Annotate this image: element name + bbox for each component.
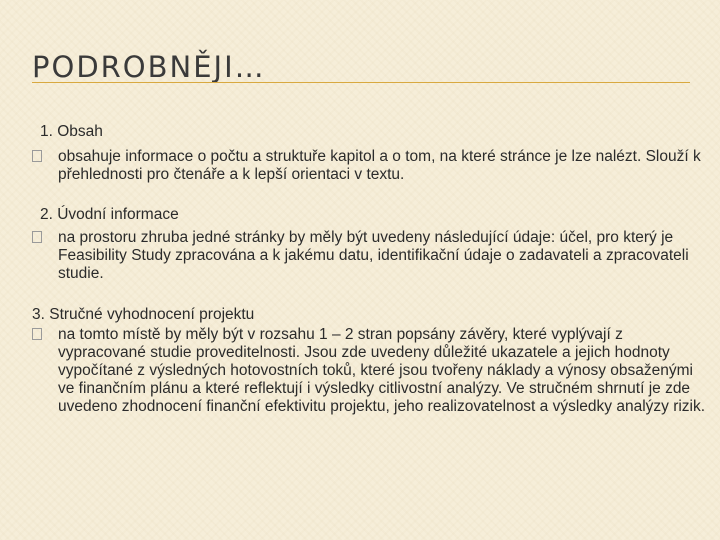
section-heading: 3. Stručné vyhodnocení projektu [32,306,255,323]
section-heading: 1. Obsah [40,123,103,140]
section-heading: 2. Úvodní informace [40,206,179,223]
slide-title: PODROBNĚJI… [32,50,266,84]
bullet-box-icon [32,150,42,162]
bullet-text: obsahuje informace o počtu a struktuře kapitol a o tom, na které stránce je lze nalézt. Slouží k přehlednosti pro čtenáře a k lepší orientaci v textu. [58,148,701,183]
title-underline [32,82,690,83]
bullet-text: na prostoru zhruba jedné stránky by měly být uvedeny následující údaje: účel, pro který je Feasibility Study zpracována a k jakému datu, identifikační údaje o zadavateli a zpracovateli studie. [58,229,689,282]
bullet-box-icon [32,231,42,243]
bullet-text: na tomto místě by měly být v rozsahu 1 – 2 stran popsány závěry, které vyplývají z vypracované studie proveditelnosti. Jsou zde uvedeny důležité ukazatele a jejich hodnoty vypočítané z výsledných hotovostních toků, které jsou tvořeny náklady a výnosy obsaženými ve finančním plánu a které reflektují i výsledky citlivostní analýzy. Ve stručném shrnutí je zde uvedeno zhodnocení finanční efektivitu projektu, jeho realizovatelnost a výsledky analýzy rizik. [58,326,706,415]
bullet-box-icon [32,328,42,340]
